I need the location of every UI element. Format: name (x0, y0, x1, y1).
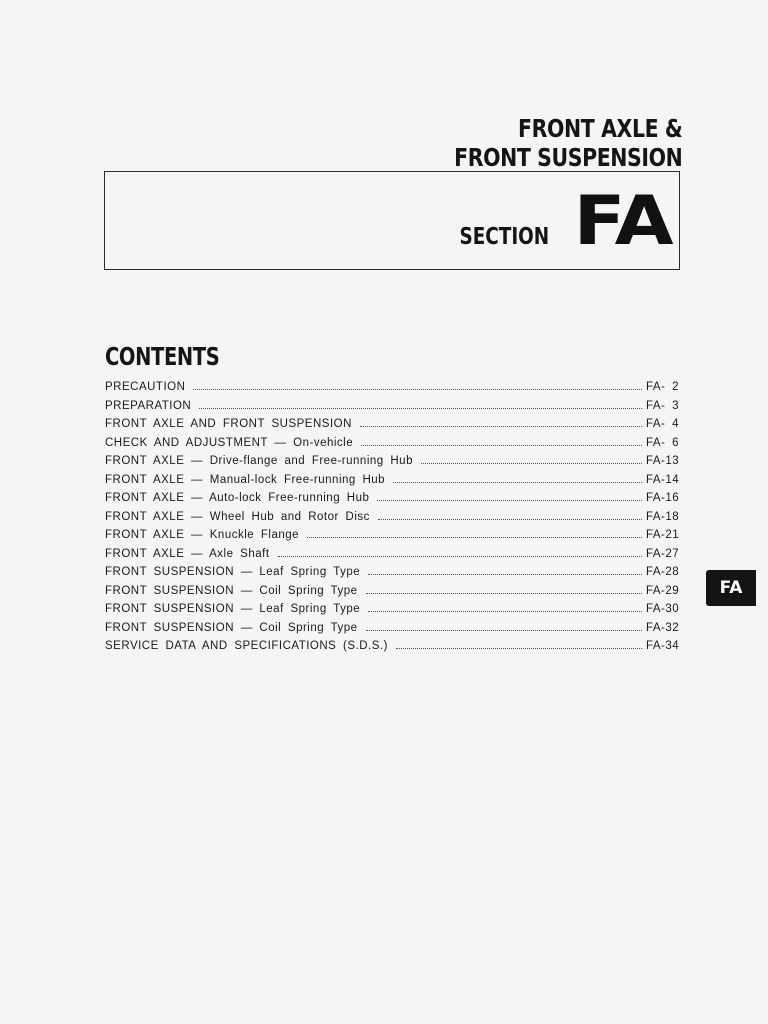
toc-entry-page: FA-18 (646, 510, 680, 523)
toc-entry-page: FA-30 (646, 603, 680, 615)
toc-entry-page: FA-27 (646, 547, 680, 560)
section-box (104, 171, 680, 270)
toc-entry[interactable] (105, 400, 684, 419)
toc-entry-page: FA-21 (646, 529, 680, 541)
toc-entry[interactable] (105, 474, 684, 493)
toc-entry-page: FA-34 (646, 640, 680, 652)
dot-leader (368, 611, 642, 612)
dot-leader (421, 463, 642, 464)
toc-entry[interactable] (105, 585, 684, 604)
table-of-contents (105, 381, 684, 659)
toc-entry[interactable] (105, 622, 684, 641)
contents-heading: CONTENTS (105, 342, 220, 371)
toc-entry-title: PRECAUTION (105, 381, 186, 393)
toc-entry-title: FRONT AXLE — Wheel Hub and Rotor Disc (105, 510, 370, 523)
toc-entry-page: FA-28 (646, 566, 680, 578)
dot-leader (393, 482, 642, 483)
toc-entry-title: CHECK AND ADJUSTMENT — On-vehicle (105, 436, 354, 449)
dot-leader (396, 648, 642, 649)
toc-entry-title: FRONT AXLE — Manual-lock Free-running Hub (105, 473, 386, 486)
toc-entry-title: FRONT AXLE — Drive-flange and Free-running Hub (105, 455, 413, 467)
toc-entry[interactable] (105, 511, 684, 530)
toc-entry[interactable] (105, 381, 684, 400)
toc-entry-page: FA- 6 (646, 436, 679, 449)
title-line-1: FRONT AXLE & (517, 114, 682, 143)
dot-leader (193, 389, 642, 390)
title-line-2: FRONT SUSPENSION (453, 143, 682, 172)
dot-leader (199, 408, 642, 409)
toc-entry-page: FA-13 (646, 455, 680, 467)
toc-entry[interactable] (105, 418, 684, 437)
toc-entry-page: FA-29 (646, 584, 680, 597)
dot-leader (307, 537, 642, 538)
toc-entry[interactable] (105, 640, 684, 659)
document-title (404, 114, 682, 172)
toc-entry-title: SERVICE DATA AND SPECIFICATIONS (S.D.S.) (105, 640, 388, 652)
dot-leader (278, 556, 642, 557)
toc-entry[interactable] (105, 566, 684, 585)
toc-entry-title: FRONT AXLE AND FRONT SUSPENSION (105, 418, 352, 430)
toc-entry-page: FA- 2 (646, 381, 679, 393)
toc-entry[interactable] (105, 437, 684, 456)
toc-entry-page: FA-16 (646, 492, 680, 504)
section-tab-marker[interactable]: FA (706, 570, 756, 606)
toc-entry-title: FRONT SUSPENSION — Coil Spring Type (105, 584, 358, 597)
section-code: FA (573, 182, 671, 261)
dot-leader (366, 630, 642, 631)
toc-entry-page: FA-14 (646, 473, 680, 486)
dot-leader (368, 574, 642, 575)
dot-leader (366, 593, 642, 594)
toc-entry-title: FRONT AXLE — Auto-lock Free-running Hub (105, 492, 370, 504)
dot-leader (360, 426, 642, 427)
toc-entry-title: FRONT SUSPENSION — Coil Spring Type (105, 621, 358, 634)
toc-entry[interactable] (105, 455, 684, 474)
toc-entry[interactable] (105, 529, 684, 548)
toc-entry-title: PREPARATION (105, 399, 192, 412)
toc-entry-title: FRONT AXLE — Knuckle Flange (105, 529, 300, 541)
toc-entry-title: FRONT SUSPENSION — Leaf Spring Type (105, 566, 361, 578)
toc-entry[interactable] (105, 603, 684, 622)
toc-entry-title: FRONT AXLE — Axle Shaft (105, 547, 270, 560)
toc-entry-page: FA- 3 (646, 399, 679, 412)
toc-entry-page: FA-32 (646, 621, 680, 634)
dot-leader (377, 500, 642, 501)
dot-leader (378, 519, 642, 520)
toc-entry[interactable] (105, 492, 684, 511)
section-label: SECTION (459, 224, 549, 250)
dot-leader (361, 445, 642, 446)
toc-entry-page: FA- 4 (646, 418, 679, 430)
toc-entry-title: FRONT SUSPENSION — Leaf Spring Type (105, 603, 361, 615)
toc-entry[interactable] (105, 548, 684, 567)
